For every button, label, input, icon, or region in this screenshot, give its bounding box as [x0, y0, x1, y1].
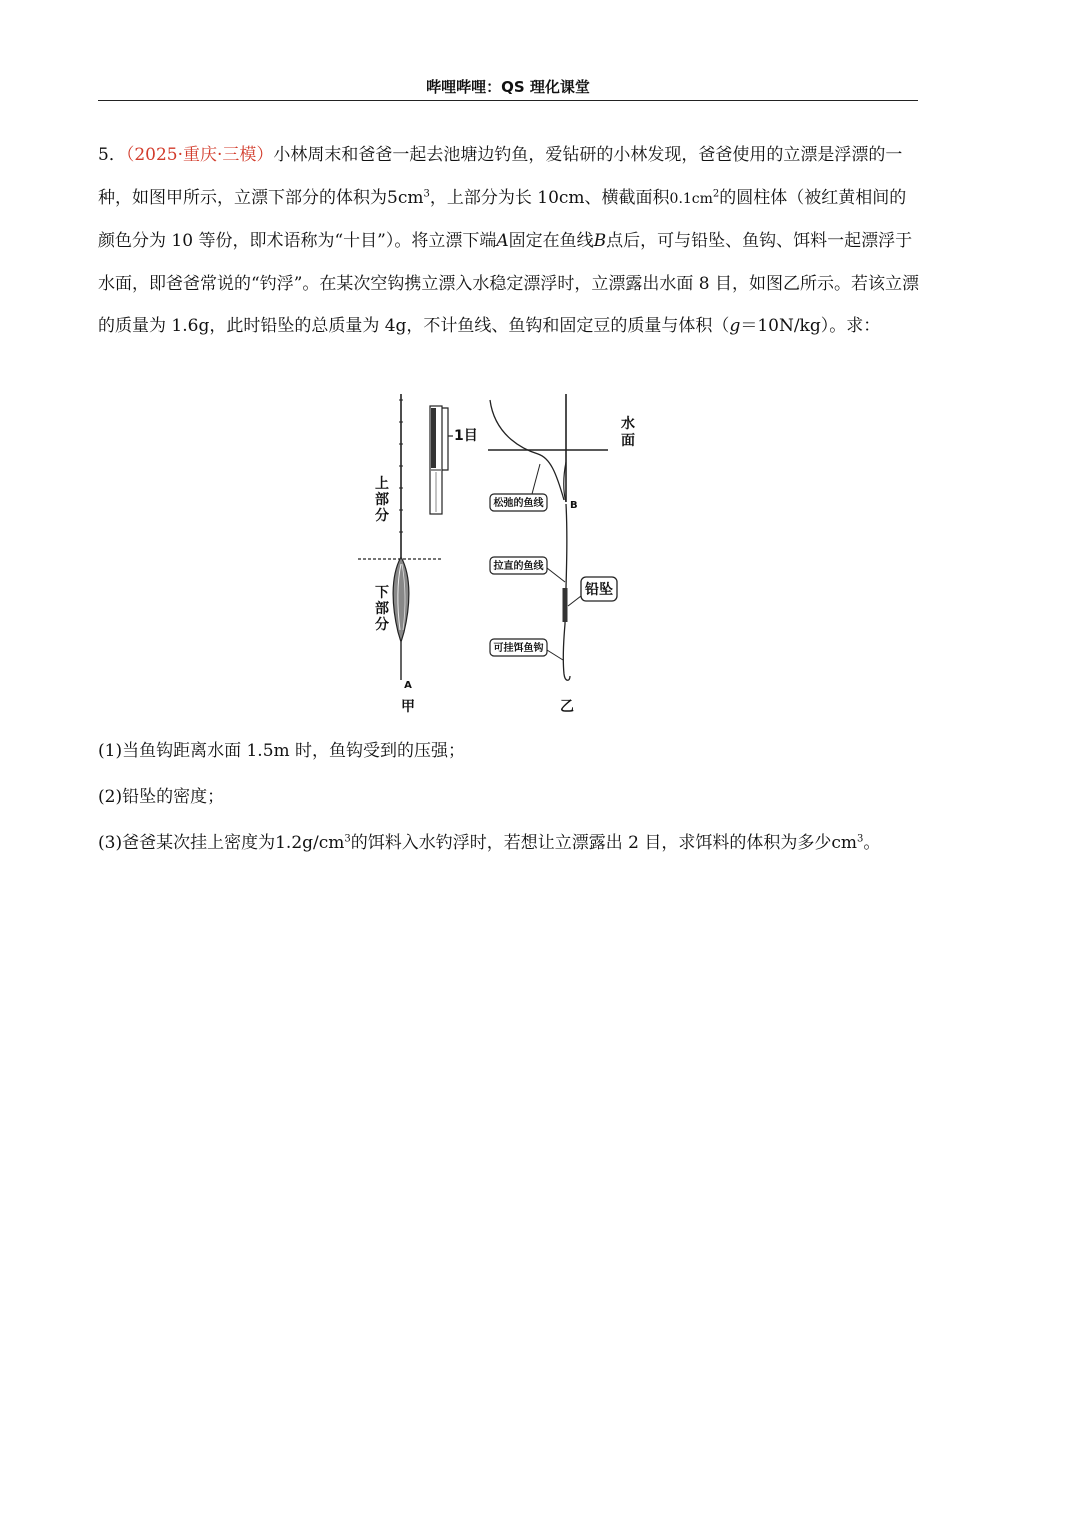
question-3-text-b: 的饵料入水钓浮时，若想让立漂露出 2 目，求饵料的体积为多少: [350, 833, 832, 853]
point-b-ref: B: [593, 231, 607, 251]
upper-label-3: 分: [375, 508, 389, 524]
problem-text-2: ，上部分为长 10cm、横截面积: [429, 187, 670, 208]
sinker-shape: [563, 588, 568, 622]
float-diagram-svg: [340, 392, 660, 722]
lower-label-2: 部: [375, 601, 389, 617]
question-2: (2)铅坠的密度；: [98, 787, 225, 807]
header-rule: [98, 100, 918, 101]
water-label-2: 面: [621, 433, 635, 449]
float-diagram: [340, 392, 660, 722]
lower-label-1: 下: [375, 585, 389, 601]
volume-unit-exponent: 3: [857, 833, 864, 845]
figure-jia: [358, 394, 478, 715]
hook-line: [563, 624, 570, 680]
cross-section-area: 0.1cm: [669, 190, 713, 207]
one-mu-label: 1目: [454, 428, 478, 444]
problem-statement: [98, 134, 920, 348]
caption-yi: 乙: [560, 699, 574, 715]
question-list: [98, 728, 938, 866]
problem-text-3: 的圆柱体（被红黄相间的颜色分为 10 等份，即术语称为“十目”）。将立漂下端: [98, 187, 907, 251]
one-mu-bracket: [442, 408, 448, 470]
problem-text-4: 固定在鱼线: [508, 231, 594, 251]
upper-label-1: 上: [375, 476, 389, 492]
problem-text-1: 小林周末和爸爸一起去池塘边钓鱼，爱钻研的小林发现，爸爸使用的立漂是浮漂的一种，如图甲所示，立漂下部分的体积为: [98, 145, 903, 208]
problem-number: 5．: [98, 145, 126, 165]
taut-line-label: 拉直的鱼线: [493, 561, 544, 572]
lower-label-3: 分: [375, 617, 389, 633]
slack-line-label: 松弛的鱼线: [493, 498, 544, 509]
bait-density-exponent: 3: [344, 833, 351, 845]
upper-label-2: 部: [375, 492, 389, 508]
caption-jia: 甲: [401, 699, 415, 715]
figure-yi: [488, 394, 635, 715]
problem-text-5: 点后，可与铅坠、鱼钩、饵料一起漂浮于水面，即爸爸常说的“钓浮”。在某次空钩携立漂入水稳定漂浮时，立漂露出水面 8 目，如图乙所示。若该立漂的质量为 1.6g，此时铅坠的总质量为 4g，不计鱼线、鱼钩和固定豆的质量与体积（: [98, 231, 920, 336]
problem-text-6: ＝10N/kg）。求：: [740, 316, 881, 336]
hook-label: 可挂饵鱼钩: [493, 643, 544, 654]
sinker-label: 铅坠: [585, 582, 613, 598]
problem-source: （2025·重庆·三模）: [125, 145, 274, 165]
lower-volume-exponent: 3: [423, 187, 430, 199]
point-a-label: A: [404, 680, 412, 691]
volume-unit: cm: [831, 833, 858, 853]
question-3-end: 。: [863, 833, 881, 853]
point-b-label: B: [570, 500, 578, 511]
question-3-text-a: (3)爸爸某次挂上密度为: [98, 833, 276, 853]
lower-volume: 5cm: [387, 187, 424, 208]
point-a-ref: A: [496, 231, 509, 251]
water-label-1: 水: [621, 416, 635, 432]
problem-paragraph: [98, 134, 920, 348]
bait-density: 1.2g/cm: [275, 833, 345, 853]
question-3: [98, 820, 938, 866]
float-lower-body: [393, 557, 409, 642]
question-1: (1)当鱼钩距离水面 1.5m 时，鱼钩受到的压强；: [98, 741, 466, 761]
g-symbol: g: [729, 316, 741, 336]
page-header: 哔哩哔哩：QS 理化课堂: [426, 78, 590, 96]
cross-section-area-exponent: 2: [712, 187, 720, 199]
